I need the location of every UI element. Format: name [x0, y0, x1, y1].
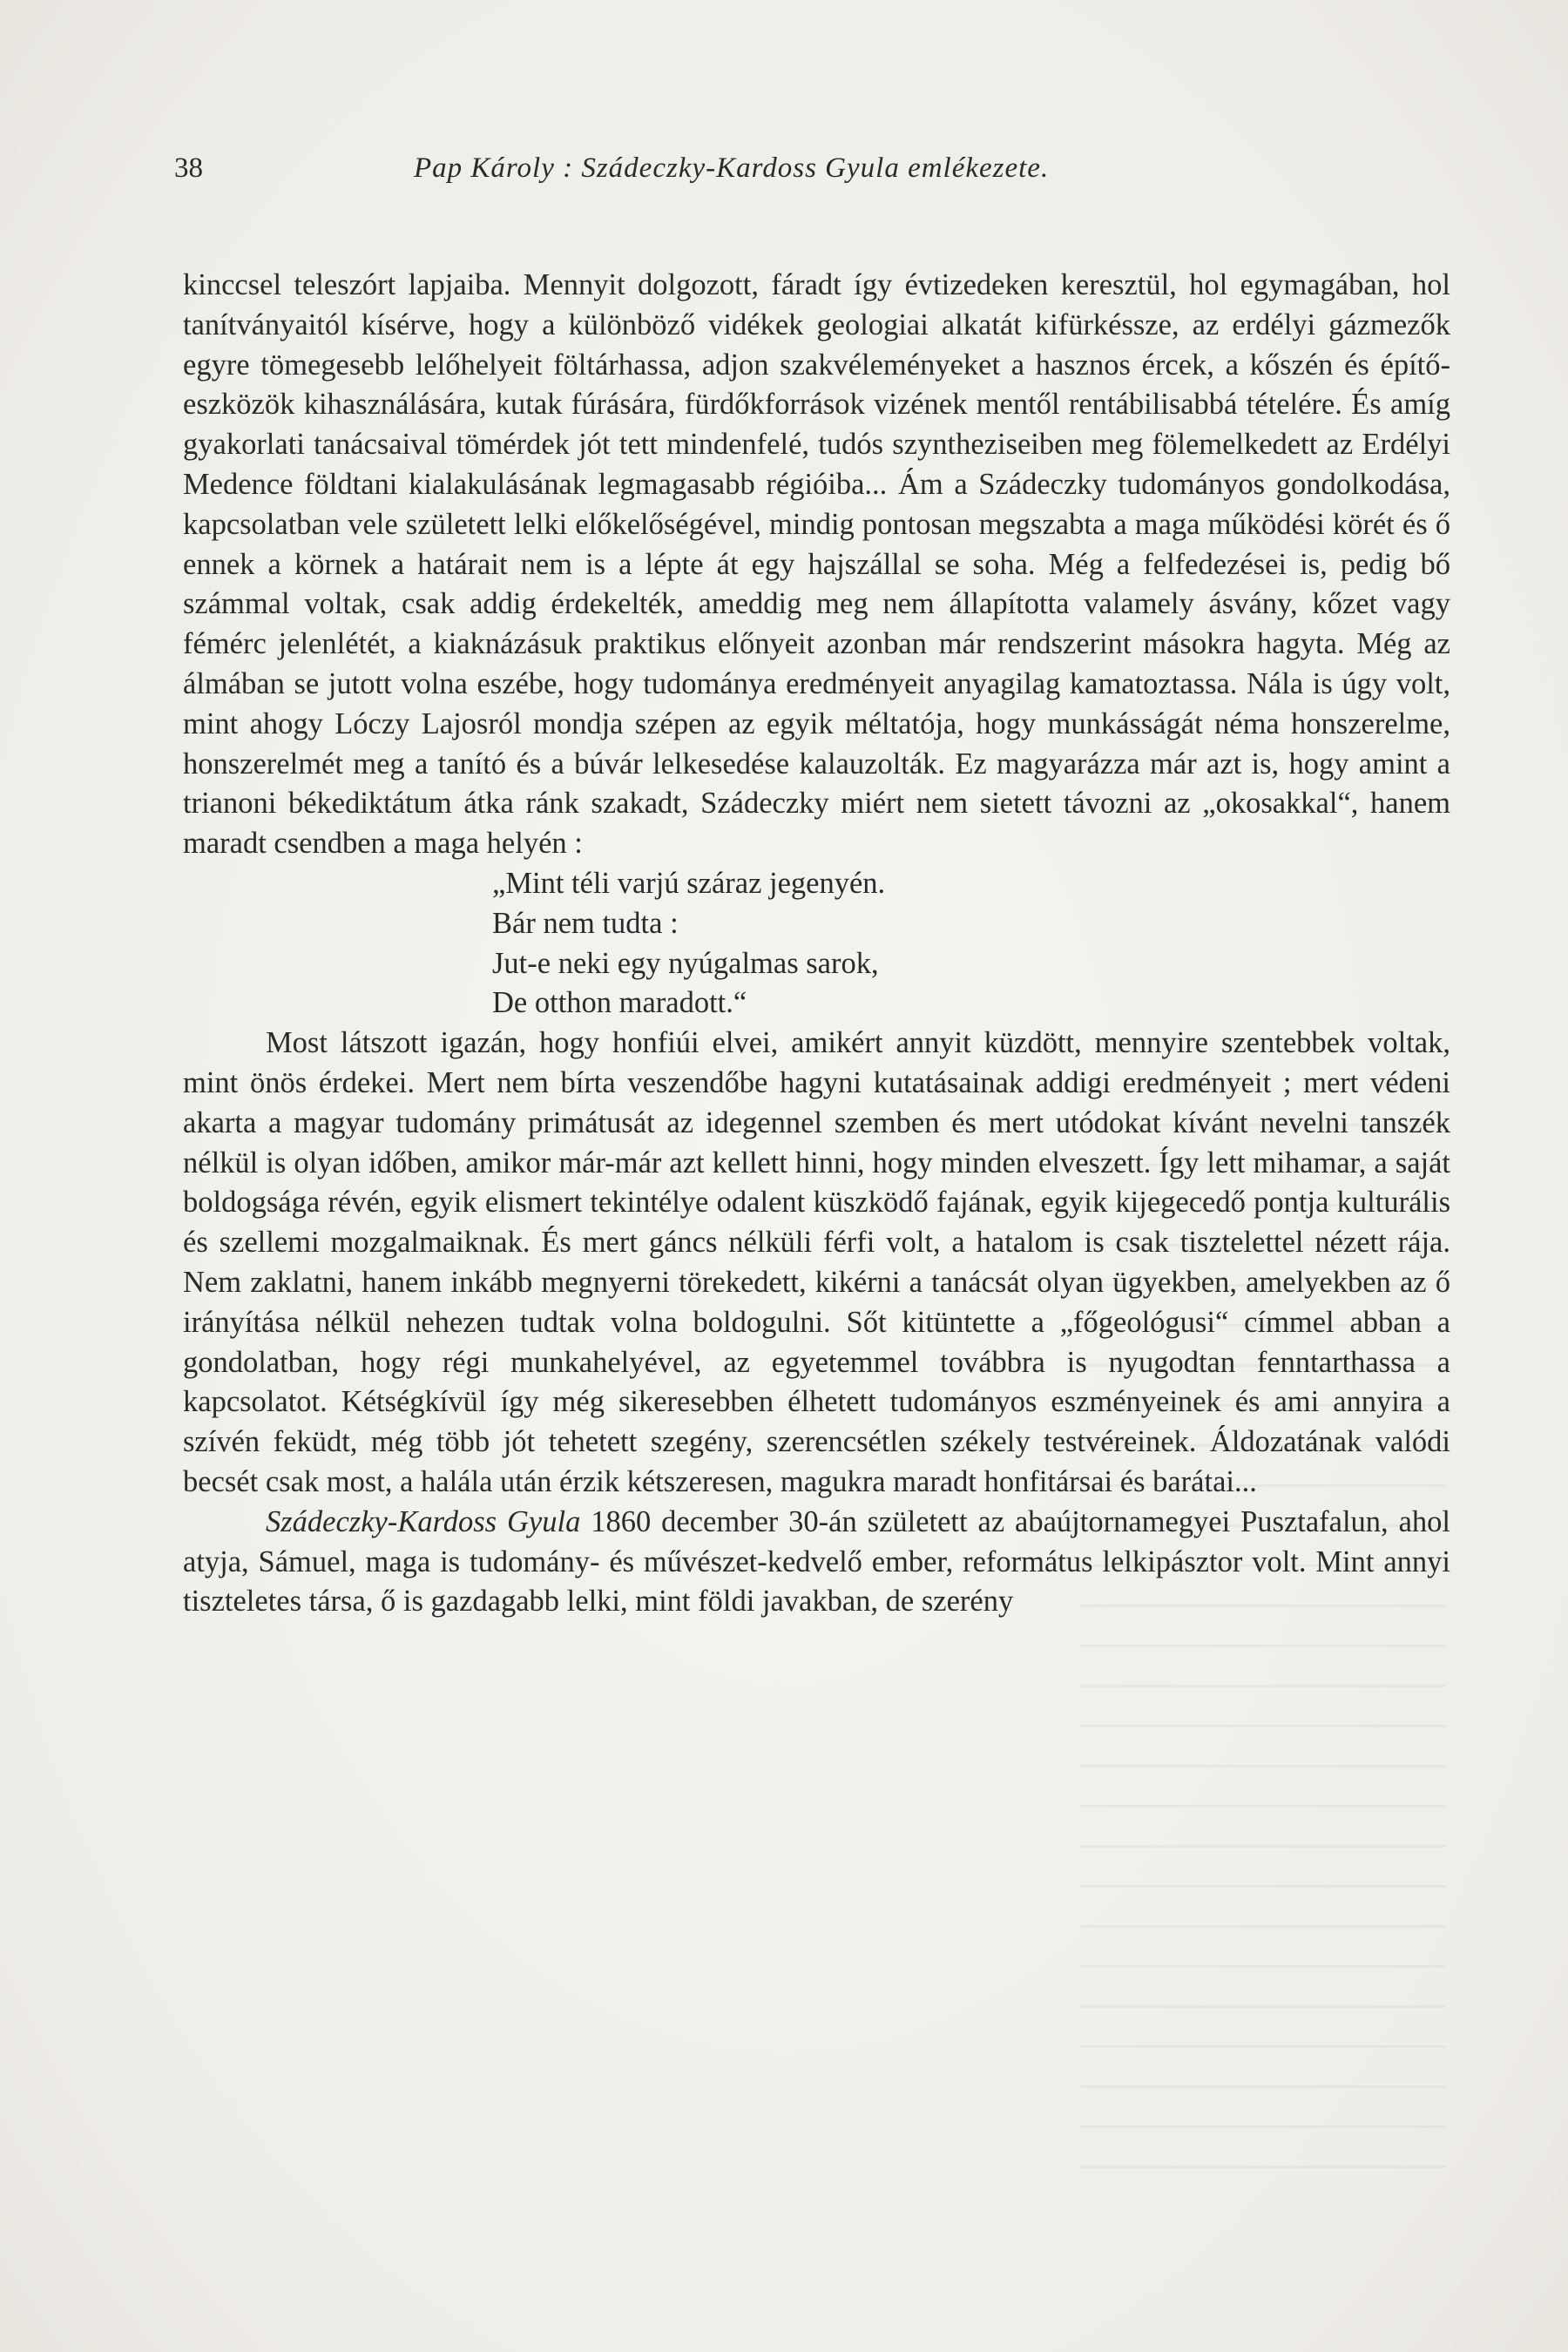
running-title: Pap Károly : Szádeczky-Kardoss Gyula emlékezete. — [414, 152, 1050, 184]
poem-line: Jut-e neki egy nyúgalmas sarok, — [492, 946, 879, 980]
paragraph: Most látszott igazán, hogy honfiúi elvei, amikért annyit küzdött, mennyire szentebbek voltak, mint önös érdekei. Mert nem bírta veszendőbe hagyni kutatásainak addigi eredményeit ; mert védeni akarta a magyar tudomány primátusát az idegennel szemben és mert utódokat kívánt nevelni tanszék nélkül is olyan időben, amikor már-már azt kellett hinni, hogy minden elveszett. Így lett mihamar, a saját boldogsága révén, egyik elismert tekintélye odalent küszködő fajának, egyik kijegecedő pontja kulturális és szellemi mozgalmaiknak. És mert gáncs nélküli férfi volt, a hatalom is csak tisztelettel nézett rája. Nem zaklatni, hanem inkább megnyerni törekedett, kikérni a tanácsát olyan ügyekben, amelyekben az ő irányítása nélkül nehezen tudtak volna boldogulni. Sőt kitüntette a „főgeológusi“ címmel abban a gondolatban, hogy régi munkahelyével, az egyetemmel továbbra is nyugodtan fenntarthassa a kapcsolatot. Kétségkívül így még sikeresebben élhetett tudományos eszményeinek és ami annyira a szívén feküdt, még több jót tehetett szegény, szerencsétlen székely testvéreinek. Áldozatának valódi becsét csak most, a halála után érzik kétszeresen, magukra maradt honfitársai és barátai... — [183, 1026, 1450, 1498]
paragraph: kinccsel teleszórt lapjaiba. Mennyit dolgozott, fáradt így évtizedeken keresztül, hol egymagában, hol tanítványaitól kísérve, hogy a különböző vidékek geologiai alkatát kifürkéssze, az erdélyi gázmezők egyre tömegesebb lelőhelyeit föltárhassa, adjon szakvéleményeket a hasznos ércek, a kőszén és építő-eszközök kihasználására, kutak fúrására, fürdőkforrások vizének mentől rentábilisabbá tételére. És amíg gyakorlati tanácsaival tömérdek jót tett mindenfelé, tudós szyntheziseiben meg fölemelkedett az Erdélyi Medence földtani kialakulásának legmagasabb régióiba... Ám a Szádeczky tudományos gondolkodása, kapcsolatban vele született lelki előkelőségével, mindig pontosan megszabta a maga működési körét és ő ennek a körnek a határait nem is a lépte át egy hajszállal se soha. Még a felfedezései is, pedig bő számmal voltak, csak addig érdekelték, ameddig meg nem állapította valamely ásvány, kőzet vagy fémérc jelenlétét, a kiaknázásuk praktikus előnyeit azonban már rendszerint másokra hagyta. Még az álmában se jutott volna eszébe, hogy tudománya eredményeit anyagilag kamatoztassa. Nála is úgy volt, mint ahogy Lóczy Lajosról mondja szépen az egyik méltatója, hogy munkásságát néma honszerelme, honszerelmét meg a tanító és a búvár lelkesedése kalauzolták. Ez magyarázza már azt is, hogy amint a trianoni békediktátum átka ránk szakadt, Szádeczky miért nem sietett távozni az „okosakkal“, hanem maradt csendben a maga helyén : — [183, 268, 1450, 861]
poem-quote — [492, 864, 1450, 1024]
paragraph — [183, 1503, 1450, 1622]
paragraph-text: 1860 december 30-án született az abaújtornamegyei Pusztafalun, ahol atyja, Sámuel, maga is tudomány- és művészet-kedvelő ember, református lelkipásztor volt. Mint annyi tiszteletes társa, ő is gazdagabb lelki, mint földi javakban, de szerény — [183, 1504, 1450, 1619]
body-text — [183, 266, 1450, 1622]
poem-line: Bár nem tudta : — [492, 906, 679, 940]
subject-name: Szádeczky-Kardoss Gyula — [266, 1504, 581, 1538]
page-header — [174, 152, 1437, 196]
poem-line: De otthon maradott.“ — [492, 986, 747, 1020]
poem-line: „Mint téli varjú száraz jegenyén. — [492, 866, 886, 900]
page-number: 38 — [174, 152, 203, 184]
